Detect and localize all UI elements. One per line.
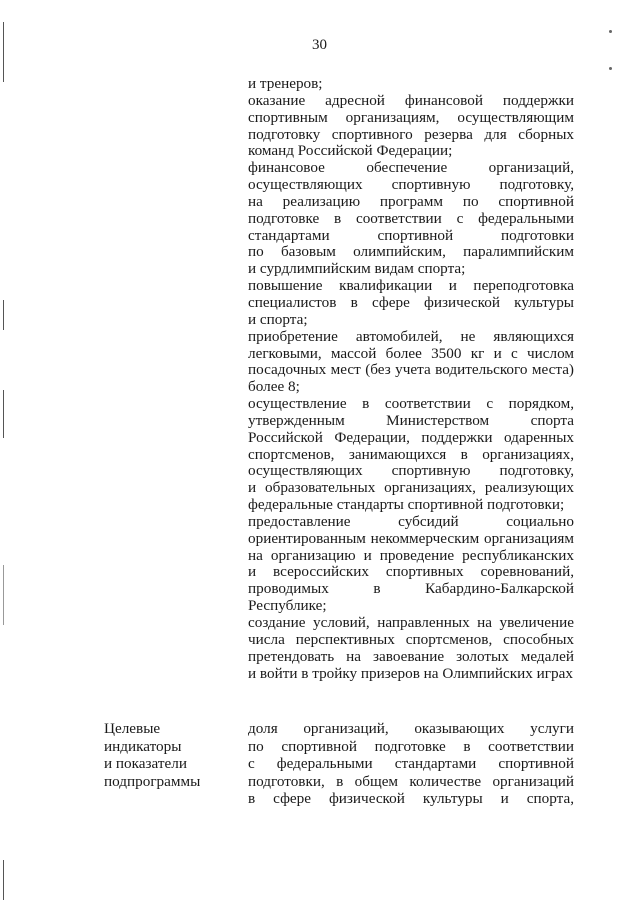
text-line: повышение квалификации и переподготовка [248, 278, 574, 295]
indicator-text-line: подготовки, в общем количестве организаций [248, 772, 574, 790]
text-line: более 8; [248, 379, 300, 396]
text-line: и войти в тройку призеров на Олимпийских играх [248, 665, 573, 682]
indicator-text-line: в сфере физической культуры и спорта, [248, 790, 574, 807]
text-line: и всероссийских спортивных соревнований, [248, 564, 574, 581]
text-line: и спорта; [248, 311, 308, 328]
text-line: подготовке в соответствии с федеральными [248, 210, 574, 227]
text-line: посадочных мест (без учета водительского места) [248, 362, 574, 379]
text-line: претендовать на завоевание золотых медалей [248, 648, 574, 665]
text-line: финансовое обеспечение организаций, [248, 160, 574, 177]
scan-edge-mark [3, 565, 4, 625]
text-line: Республике; [248, 598, 327, 615]
text-line: приобретение автомобилей, не являющихся [248, 328, 574, 345]
indicators-label [104, 720, 224, 790]
label-line: индикаторы [104, 737, 182, 755]
scan-edge-mark [3, 860, 4, 900]
text-line: и образовательных организациях, реализующих [248, 480, 574, 497]
text-line: легковыми, массой более 3500 кг и с числом [248, 345, 574, 362]
indicators-text-block [248, 720, 574, 808]
scan-edge-mark [3, 300, 4, 330]
label-line: подпрограммы [104, 772, 201, 790]
text-line: и сурдлимпийским видам спорта; [248, 261, 466, 278]
text-line: осуществление в соответствии с порядком, [248, 396, 574, 413]
text-line: спортивным организациям, осуществляющим [248, 109, 574, 126]
text-line: на реализацию программ по спортивной [248, 193, 574, 210]
scan-dot [609, 67, 612, 70]
text-line: создание условий, направленных на увеличение [248, 615, 574, 631]
text-line: оказание адресной финансовой поддержки [248, 92, 574, 109]
text-line: Российской Федерации, поддержки одаренных [248, 429, 574, 446]
text-line: ориентированным некоммерческим организациям [248, 530, 574, 547]
text-line: осуществляющих спортивную подготовку, [248, 177, 574, 194]
measures-text-block [248, 76, 574, 682]
scan-edge-mark [3, 22, 4, 82]
text-line: специалистов в сфере физической культуры [248, 294, 574, 311]
text-line: стандартами спортивной подготовки [248, 227, 574, 244]
indicator-text-line: с федеральными стандартами спортивной [248, 755, 574, 772]
text-line: федеральные стандарты спортивной подготовки; [248, 497, 565, 514]
text-line: проводимых в Кабардино-Балкарской [248, 581, 574, 598]
label-line: Целевые [104, 720, 161, 737]
scan-dot [609, 30, 612, 33]
page-number: 30 [312, 37, 327, 53]
scan-edge-mark [3, 390, 4, 438]
text-line: по базовым олимпийским, паралимпийским [248, 244, 574, 261]
text-line: спортсменов, занимающихся в организациях, [248, 446, 574, 463]
text-line: на организацию и проведение республиканских [248, 547, 574, 564]
text-line: предоставление субсидий социально [248, 513, 574, 530]
label-line: и показатели [104, 755, 187, 772]
indicator-text-line: по спортивной подготовке в соответствии [248, 737, 574, 755]
indicator-text-line: доля организаций, оказывающих услуги [248, 720, 574, 737]
text-line: утвержденным Министерством спорта [248, 412, 574, 429]
text-line: подготовку спортивного резерва для сборных [248, 126, 574, 143]
text-line: команд Российской Федерации; [248, 143, 453, 160]
text-line: числа перспективных спортсменов, способных [248, 631, 574, 648]
text-line: и тренеров; [248, 76, 323, 92]
text-line: осуществляющих спортивную подготовку, [248, 463, 574, 480]
